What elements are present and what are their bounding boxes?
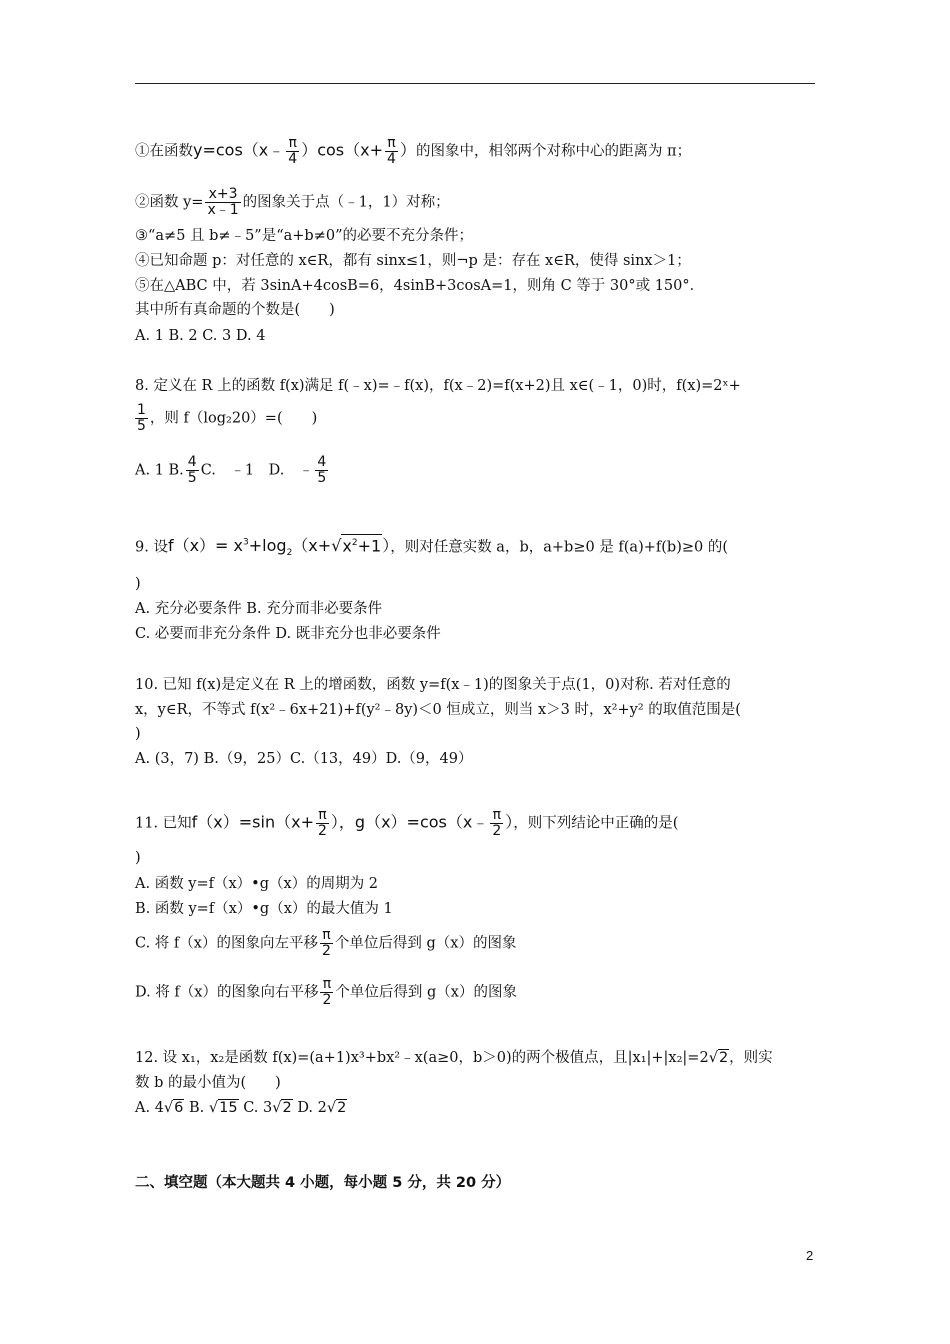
page-number: 2 xyxy=(806,1248,814,1263)
q11-f: f（x）=sin（x+ xyxy=(191,812,314,832)
fraction-pi-over-2b: $\frac{\pi}{2}$ xyxy=(492,807,502,839)
q11-opt-c: C. 将 f（x）的图象向左平移 $\frac{\pi}{2}$ 个单位后得到 g（x）的图象 xyxy=(135,927,517,959)
statement-1-prefix: ①在函数 xyxy=(135,143,193,160)
q11-g: ），g（x）=cos（x﹣ xyxy=(330,812,489,832)
statement-2 xyxy=(135,187,450,218)
fraction-pi-over-2: $\frac{\pi}{2}$ xyxy=(317,807,327,839)
q11-opt-a: A. 函数 y=f（x）•g（x）的周期为 2 xyxy=(135,876,379,892)
fraction-x3-over-x1: $\frac{x+3}{x﹣1}$ xyxy=(207,186,239,218)
q12-line2: 数 b 的最小值为( ) xyxy=(135,1075,281,1091)
fraction-1-over-5: $\frac{1}{5}$ xyxy=(137,402,146,434)
fraction-4-over-5: $\frac{4}{5}$ xyxy=(187,454,197,486)
q10-line1: 10. 已知 f(x)是定义在 R 上的增函数，函数 y=f(x﹣1)的图象关于点(1，0)对称. 若对任意的 xyxy=(135,677,731,693)
q10-line2: x，y∈R，不等式 f(x²﹣6x+21)+f(y²﹣8y)＜0 恒成立，则当 x＞3 时，x²+y² 的取值范围是( xyxy=(135,702,741,718)
q9-line1 xyxy=(135,533,728,564)
q8-opt-c: C. ﹣1 D. ﹣ xyxy=(200,462,314,479)
fraction-pi-over-2d: $\frac{\pi}{2}$ xyxy=(322,976,332,1008)
fraction-pi-over-2c: $\frac{\pi}{2}$ xyxy=(321,927,331,959)
q7-options: A. 1 B. 2 C. 3 D. 4 xyxy=(135,328,266,344)
q12-options: A. 4√6 B. √15 C. 3√2 D. 2√2 xyxy=(135,1100,347,1116)
statement-2-post: 的图象关于点（﹣1，1）对称； xyxy=(242,194,450,211)
statement-1-func: y=cos（x﹣ xyxy=(193,140,285,160)
q9-prefix: 9. 设 xyxy=(135,539,168,556)
statement-4: ④已知命题 p：对任意的 x∈R，都有 sinx≤1，则¬p 是：存在 x∈R，使得 sinx＞1； xyxy=(135,253,691,269)
statement-3: ③“a≠5 且 b≠﹣5”是“a+b≠0”的必要不充分条件； xyxy=(135,228,473,244)
fraction-pi-over-4b: $\frac{\pi}{4}$ xyxy=(387,135,396,167)
q8-question: ，则 f（log₂20）=( ) xyxy=(149,410,318,427)
q11-question: ，则下列结论中正确的是( xyxy=(513,815,679,832)
statement-2-prefix: ②函数 y= xyxy=(135,194,204,211)
q11-prefix: 11. 已知 xyxy=(135,815,192,832)
q9-line2: ) xyxy=(135,576,141,592)
q11-line2: ) xyxy=(135,850,141,866)
q9-options-2: C. 必要而非充分条件 D. 既非充分也非必要条件 xyxy=(135,626,441,642)
q9-options-1: A. 充分必要条件 B. 充分而非必要条件 xyxy=(135,601,383,617)
q9-formula: $f(x)= x^3+\log_2(x+√x^2+1)$ xyxy=(168,536,390,555)
q10-line3: ) xyxy=(135,726,141,742)
sqrt-2: 2 xyxy=(718,1050,729,1066)
statement-1-post: 的图象中，相邻两个对称中心的距离为 π； xyxy=(415,143,692,160)
q9-question: ，则对任意实数 a，b，a+b≥0 是 f(a)+f(b)≥0 的( xyxy=(390,539,728,556)
statement-1-mid: ）cos（x+ xyxy=(301,140,384,160)
q11-close: ） xyxy=(505,812,514,832)
statement-5: ⑤在△ABC 中，若 3sinA+4cosB=6，4sinB+3cosA=1，则角 C 等于 30°或 150°． xyxy=(135,278,705,294)
q8-line1: 8. 定义在 R 上的函数 f(x)满足 f(﹣x)=﹣f(x)，f(x﹣2)=f(x+2)且 x∈(﹣1，0)时，f(x)=2ˣ+ xyxy=(135,378,741,394)
q8-line2 xyxy=(135,403,317,434)
fraction-pi-over-4: $\frac{\pi}{4}$ xyxy=(288,135,298,167)
section-2-heading: 二、填空题（本大题共 4 小题，每小题 5 分，共 20 分） xyxy=(135,1175,511,1191)
statement-1-end: ） xyxy=(399,140,416,160)
statement-1 xyxy=(135,136,691,167)
q11-opt-b: B. 函数 y=f（x）•g（x）的最大值为 1 xyxy=(135,901,393,917)
q8-options xyxy=(135,455,330,486)
q11-line1 xyxy=(135,808,678,839)
q11-opt-d: D. 将 f（x）的图象向右平移 $\frac{\pi}{2}$ 个单位后得到 g（x）的图象 xyxy=(135,976,517,1008)
q10-options: A. (3，7) B.（9，25）C.（13，49）D.（9，49） xyxy=(135,751,473,767)
header-rule xyxy=(135,83,815,84)
q8-opt-a: A. 1 B. xyxy=(135,462,184,479)
fraction-4-over-5b: $\frac{4}{5}$ xyxy=(317,454,327,486)
statement-question: 其中所有真命题的个数是( ) xyxy=(135,302,335,318)
q12-line1: 12. 设 x₁，x₂是函数 f(x)=(a+1)x³+bx²﹣x(a≥0，b＞0)的两个极值点，且|x₁|+|x₂|=2√2，则实 xyxy=(135,1050,773,1066)
